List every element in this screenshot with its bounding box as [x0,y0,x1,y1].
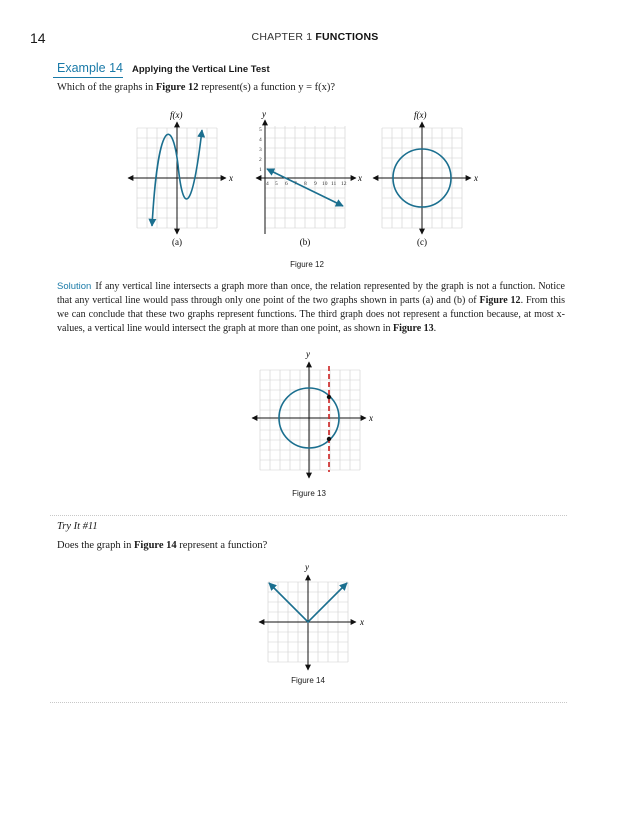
solution-paragraph [57,280,565,336]
graph-a-caption: (a) [172,237,182,247]
tick-y-5: 5 [259,127,262,133]
graph-b-grid [265,126,345,228]
divider-top [50,515,567,516]
figure-13-grid [260,370,360,470]
graph-b [256,109,362,247]
graph-a-y-label: f(x) [170,110,183,120]
tick-x-7: 7 [294,181,297,187]
try-it-question [57,540,267,551]
tick-x-4: 4 [266,181,269,187]
graph-c-y-label: f(x) [414,110,427,120]
figure-13-x-label: x [369,413,373,423]
graph-c [373,110,478,247]
chapter-title: FUNCTIONS [315,31,379,43]
tick-y-1: 1 [259,167,262,173]
divider-bottom [50,702,567,703]
figure-12-reference: Figure 12 [155,82,199,93]
solution-text-2: . From this we can conclude that these two graphs represent functions. The third graph does not represent a function because, at most x-values, a vertical line would intersect the graph at more than one point, as shown in [57,295,565,334]
figure-12-reference-2: Figure 12 [479,295,521,306]
intersection-point-top [327,395,331,399]
figure-14-reference: Figure 14 [133,540,177,551]
figure-14-x-label: x [360,617,364,627]
try-it-text-end: represent a function? [176,540,268,551]
graph-c-caption: (c) [417,237,427,247]
question-text-start: Which of the graphs in [57,82,156,93]
intersection-point-bottom [327,437,331,441]
tick-x-9: 9 [314,181,317,187]
figure-12-caption: Figure 12 [290,260,324,269]
figure-14-caption: Figure 14 [291,676,325,685]
tick-y-4: 4 [259,137,262,143]
tick-y-2: 2 [259,157,262,163]
solution-text-3: . [433,323,437,334]
example-label: Example 14 [57,61,124,75]
graph-b-x-label: x [358,173,362,183]
tick-x-12: 12 [341,181,347,187]
example-title: Applying the Vertical Line Test [132,64,270,75]
figure-14-graph [259,562,364,670]
figure-14-y-label: y [305,562,309,572]
graph-a-x-label: x [229,173,233,183]
try-it-text-start: Does the graph in [57,540,134,551]
figure-13-reference: Figure 13 [393,323,434,334]
graph-b-y-label: y [262,109,266,119]
graph-a [128,110,233,247]
try-it-label: Try It #11 [57,521,98,532]
graph-b-caption: (b) [299,237,311,247]
graph-c-x-label: x [474,173,478,183]
tick-x-8: 8 [304,181,307,187]
figure-13-y-label: y [306,349,310,359]
figure-13-graph [252,349,373,478]
page-number: 14 [30,30,46,46]
tick-x-11: 11 [331,181,337,187]
tick-x-10: 10 [322,181,328,187]
solution-text-1: If any vertical line intersects a graph more than once, the relation represented by the graph is not a function. Notice that any vertical line would pass through only one point of the two graphs shown in parts (a) and (b) of [57,281,565,306]
question-text-end: represent(s) a function y = f(x)? [198,82,336,93]
tick-x-6: 6 [285,181,288,187]
solution-label: Solution [57,281,92,292]
chapter-prefix: CHAPTER 1 [251,31,313,43]
tick-y-3: 3 [259,147,262,153]
tick-x-5: 5 [275,181,278,187]
figure-13-caption: Figure 13 [292,489,326,498]
